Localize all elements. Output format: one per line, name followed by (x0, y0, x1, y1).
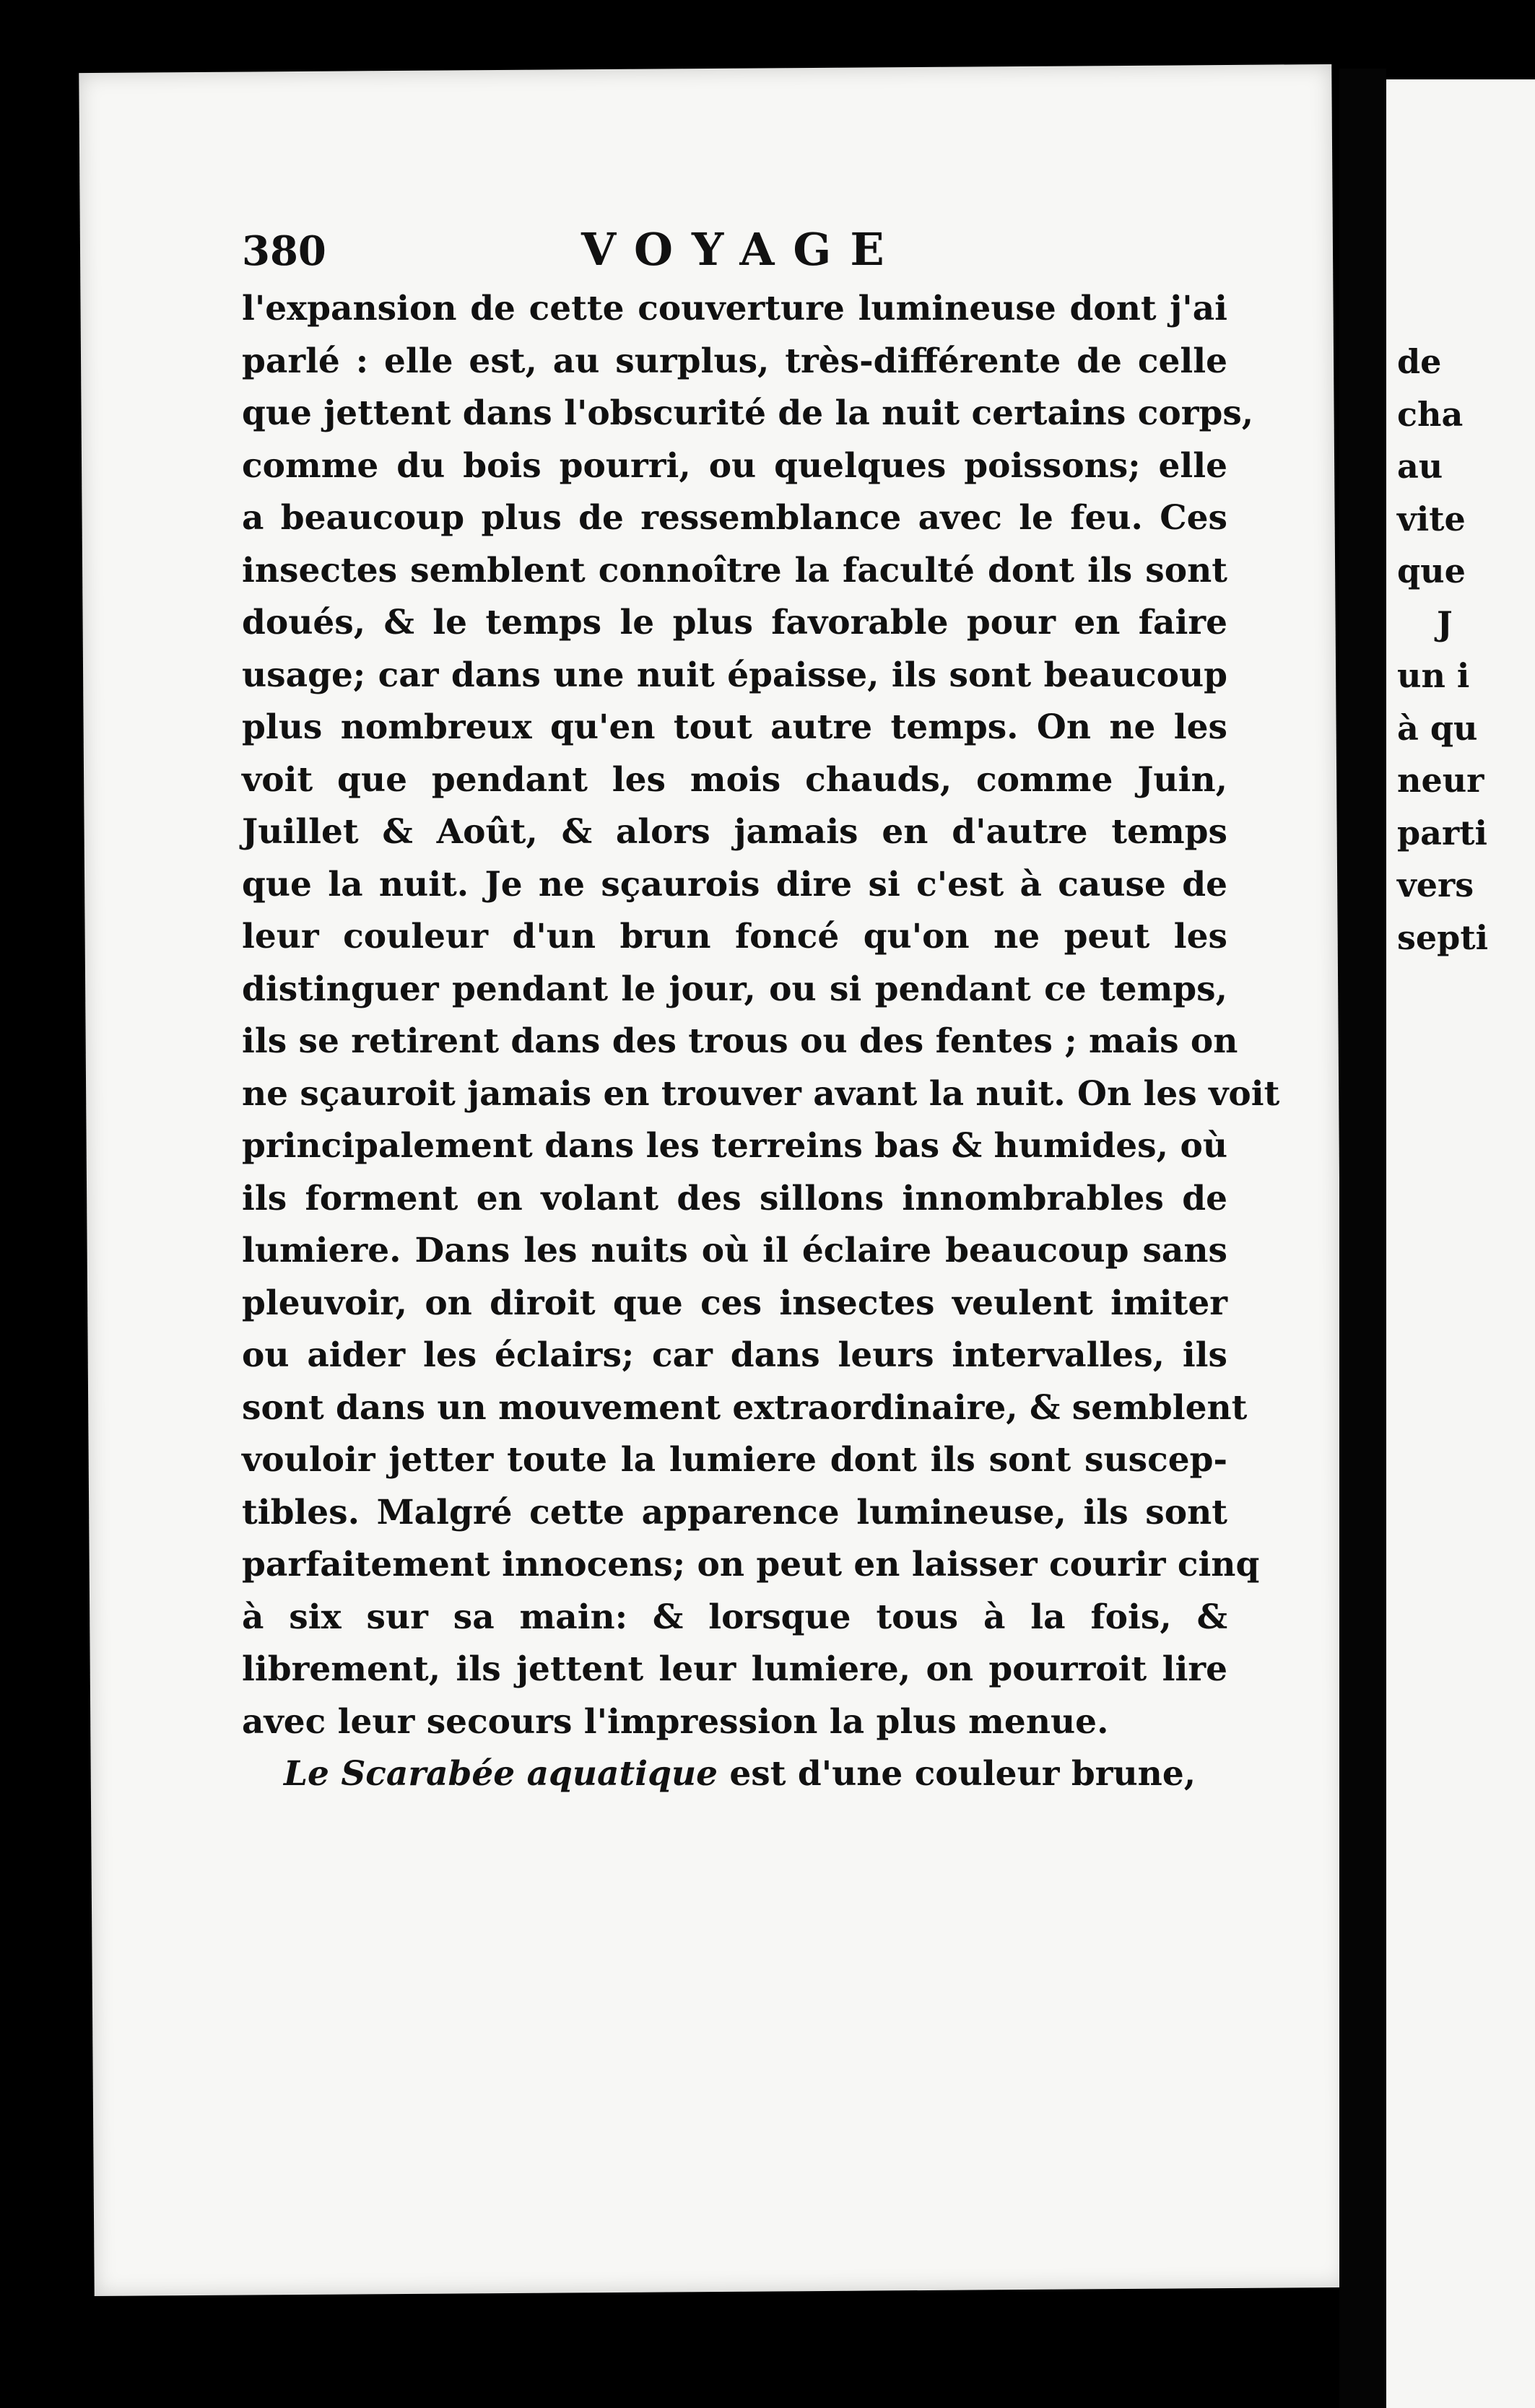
text-line: insectes semblent connoître la faculté dont ils sont (242, 550, 1227, 590)
right-page-fragment: vite (1397, 499, 1466, 538)
text-line: principalement dans les terreins bas & humides, où (242, 1126, 1227, 1166)
text-line: à six sur sa main: & lorsque tous à la fois, & (242, 1597, 1227, 1637)
text-line: avec leur secours l'impression la plus menue. (242, 1701, 1109, 1742)
right-page-text (1397, 336, 1535, 964)
text-line: que jettent dans l'obscurité de la nuit certains corps, (242, 393, 1254, 433)
text-line: l'expansion de cette couverture lumineuse dont j'ai (242, 289, 1227, 328)
right-page-fragment: que (1397, 551, 1466, 590)
text-line: librement, ils jettent leur lumiere, on pourroit lire (242, 1649, 1227, 1689)
text-line: ils se retirent dans des trous ou des fentes ; mais on (242, 1021, 1238, 1061)
text-line: doués, & le temps le plus favorable pour en faire (242, 603, 1227, 642)
text-line: parlé : elle est, au surplus, très-différente de celle (242, 341, 1227, 381)
running-title: VOYAGE (581, 223, 903, 276)
right-page-fragment: un i (1397, 656, 1470, 695)
right-page-fragment: cha (1397, 394, 1464, 434)
text-line: ne sçauroit jamais en trouver avant la nuit. On les voit (242, 1073, 1280, 1114)
text-line: a beaucoup plus de ressemblance avec le feu. Ces (242, 498, 1227, 538)
running-head (242, 223, 1253, 285)
text-line: tibles. Malgré cette apparence lumineuse, ils sont (242, 1492, 1227, 1532)
right-page-fragment: vers (1397, 865, 1474, 904)
text-line: voit que pendant les mois chauds, comme Juin, (242, 759, 1227, 800)
paragraph-text: est d'une couleur brune, (718, 1754, 1196, 1794)
text-line: ils forment en volant des sillons innombrables de (242, 1178, 1227, 1218)
right-page-fragment: à qu (1397, 708, 1478, 748)
page-number: 380 (242, 227, 326, 275)
text-line: vouloir jetter toute la lumiere dont ils sont suscep- (242, 1440, 1227, 1480)
text-line: distinguer pendant le jour, ou si pendant ce temps, (242, 969, 1227, 1009)
text-line: leur couleur d'un brun foncé qu'on ne peut les (242, 917, 1227, 956)
right-page-fragment: parti (1397, 813, 1487, 852)
text-line: usage; car dans une nuit épaisse, ils sont beaucoup (242, 655, 1227, 695)
text-line: pleuvoir, on diroit que ces insectes veulent imiter (242, 1283, 1227, 1323)
text-line: sont dans un mouvement extraordinaire, & semblent (242, 1387, 1248, 1428)
text-line: que la nuit. Je ne sçaurois dire si c'est à cause de (242, 864, 1227, 904)
paragraph-start-line (242, 1748, 1227, 1801)
book-gutter (1339, 69, 1386, 2408)
text-line: ou aider les éclairs; car dans leurs intervalles, ils (242, 1335, 1227, 1375)
italic-term: Le Scarabée aquatique (284, 1754, 718, 1794)
text-line: plus nombreux qu'en tout autre temps. On ne les (242, 707, 1227, 747)
text-line: comme du bois pourri, ou quelques poissons; elle (242, 445, 1227, 486)
text-line: lumiere. Dans les nuits où il éclaire beaucoup sans (242, 1231, 1227, 1270)
text-line: Juillet & Août, & alors jamais en d'autre temps (242, 812, 1227, 852)
text-line: parfaitement innocens; on peut en laisser courir cinq (242, 1545, 1260, 1584)
right-page-fragment: neur (1397, 761, 1484, 800)
body-text (242, 283, 1280, 1801)
right-page-fragment: septi (1397, 917, 1489, 957)
right-page-fragment: au (1397, 447, 1443, 486)
right-page-fragment: de (1397, 342, 1442, 381)
right-page-fragment: J (1437, 603, 1453, 643)
